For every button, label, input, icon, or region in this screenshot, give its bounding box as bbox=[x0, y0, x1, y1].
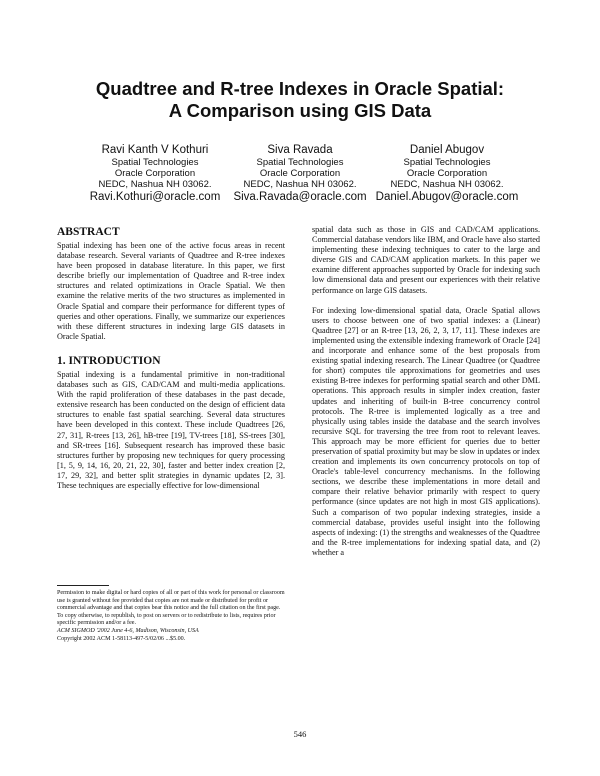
title-line-2: A Comparison using GIS Data bbox=[168, 100, 432, 121]
author-organization: Oracle Corporation bbox=[259, 168, 341, 179]
author-address: NEDC, Nashua NH 03062. bbox=[98, 179, 212, 190]
author-email[interactable]: Daniel.Abugov@oracle.com bbox=[375, 191, 519, 203]
permission-notice bbox=[57, 583, 287, 643]
conference-line: ACM SIGMOD '2002 June 4-6, Madison, Wisconsin, USA bbox=[57, 627, 199, 634]
author-email[interactable]: Ravi.Kothuri@oracle.com bbox=[89, 191, 221, 203]
author-block-2 bbox=[215, 143, 385, 205]
footnote-rule bbox=[57, 585, 109, 586]
author-name: Ravi Kanth V Kothuri bbox=[101, 144, 209, 156]
author-affiliation: Spatial Technologies bbox=[111, 157, 199, 168]
author-address: NEDC, Nashua NH 03062. bbox=[390, 179, 504, 190]
right-paragraph-1: spatial data such as those in GIS and CAD/CAM applications. Commercial database vendors like IBM, and Oracle have also started implementing these indexing techniques to cater to the large and diverse GIS and CAD/CAM application markets. In this paper we examine different approaches supported by Oracle for indexing such low dimensional data and present our experiences with their relative performance on large GIS datasets. bbox=[312, 225, 540, 295]
author-name: Siva Ravada bbox=[267, 144, 333, 156]
author-email[interactable]: Siva.Ravada@oracle.com bbox=[233, 191, 367, 203]
author-block-3 bbox=[362, 143, 532, 205]
abstract-text: Spatial indexing has been one of the active focus areas in recent database research. Several variants of Quadtree and R-tree indexes have been proposed in database literature. In this paper, we first describe briefly our implementation of Quadtree and R-tree index structures and related optimizations in Oracle Spatial. We then examine the relative merits of the two structures as implemented in Oracle Spatial and compare their performance for different types of queries and other operations. Finally, we summarize our experiences with these different structures in indexing large GIS datasets in Oracle Spatial. bbox=[57, 241, 285, 341]
left-column bbox=[57, 225, 285, 491]
title-line-1: Quadtree and R-tree Indexes in Oracle Spatial: bbox=[95, 78, 505, 99]
author-affiliation: Spatial Technologies bbox=[256, 157, 344, 168]
paper-title bbox=[60, 78, 540, 122]
author-affiliation: Spatial Technologies bbox=[403, 157, 491, 168]
author-name: Daniel Abugov bbox=[409, 144, 485, 156]
permission-text: Permission to make digital or hard copies of all or part of this work for personal or classroom use is granted without fee provided that copies are not made or distributed for profit or commercial advantage and that copies bear this notice and the full citation on the first page. To copy otherwise, to republish, to post on servers or to redistribute to lists, requires prior specific permission and/or a fee. bbox=[57, 590, 285, 627]
right-column bbox=[312, 225, 540, 558]
introduction-heading: 1. INTRODUCTION bbox=[57, 354, 161, 367]
introduction-text: Spatial indexing is a fundamental primitive in non-traditional databases such as GIS, CAD/CAM and multi-media applications. With the rapid proliferation of these databases in the past decade, extensive research has been conducted on the design of efficient data structures to enable fast spatial searching. Several data structures have been developed in this context. These include Quadtrees [26, 27, 31], R-trees [13, 26], hB-tree [19], TV-trees [18], SS-trees [30], and SR-trees [16]. Subsequent research has improved these basic structures further by proposing new techniques for query processing [1, 5, 9, 14, 16, 20, 21, 22, 30], faster and better index creation [2, 17, 29, 32], and better split strategies in dynamic updates [2, 3]. These techniques are especially effective for low-dimensional bbox=[57, 369, 285, 490]
author-address: NEDC, Nashua NH 03062. bbox=[243, 179, 357, 190]
abstract-heading: ABSTRACT bbox=[57, 226, 120, 238]
author-organization: Oracle Corporation bbox=[406, 168, 488, 179]
copyright-line: Copyright 2002 ACM 1-58113-497-5/02/06 ...$5.00. bbox=[57, 635, 186, 642]
right-paragraph-2: For indexing low-dimensional spatial data, Oracle Spatial allows users to choose between one of two spatial indexes: a (Linear) Quadtree [27] or an R-tree [13, 26, 2, 3, 17, 11]. These indexes are implemented using the extensible indexing framework of Oracle [24] and incorporate and enhance some of the best proposals from existing spatial indexing research. The Linear Quadtree (or Quadtree for short) computes tile approximations for geometries and uses existing B-tree indexes for performing spatial search and other DML operations. This approach results in simpler index creation, faster updates and inheriting of built-in B-tree concurrency control protocols. The R-tree is implemented logically as a tree and physically using tables inside the database and the search involves recursive SQL for traversing the tree from root to relevant leaves. This approach may be more efficient for queries due to better preservation of spatial proximity but may be slow in updates or index creation and implements its own concurrency protocols on top of Oracle's table-level concurrency mechanisms. In the following sections, we describe these implementations in more detail and compare their relative behavior primarily with respect to query performance (since updates are not high in most GIS applications). Such a comparison of two popular indexing strategies, inside a commercial database, provides useful insight into the following aspects of indexing: (1) the strengths and weaknesses of the Quadtree and the R-tree implementations for indexing spatial data, and (2) whether a bbox=[312, 305, 540, 557]
author-organization: Oracle Corporation bbox=[114, 168, 196, 179]
page-number: 546 bbox=[293, 729, 307, 739]
